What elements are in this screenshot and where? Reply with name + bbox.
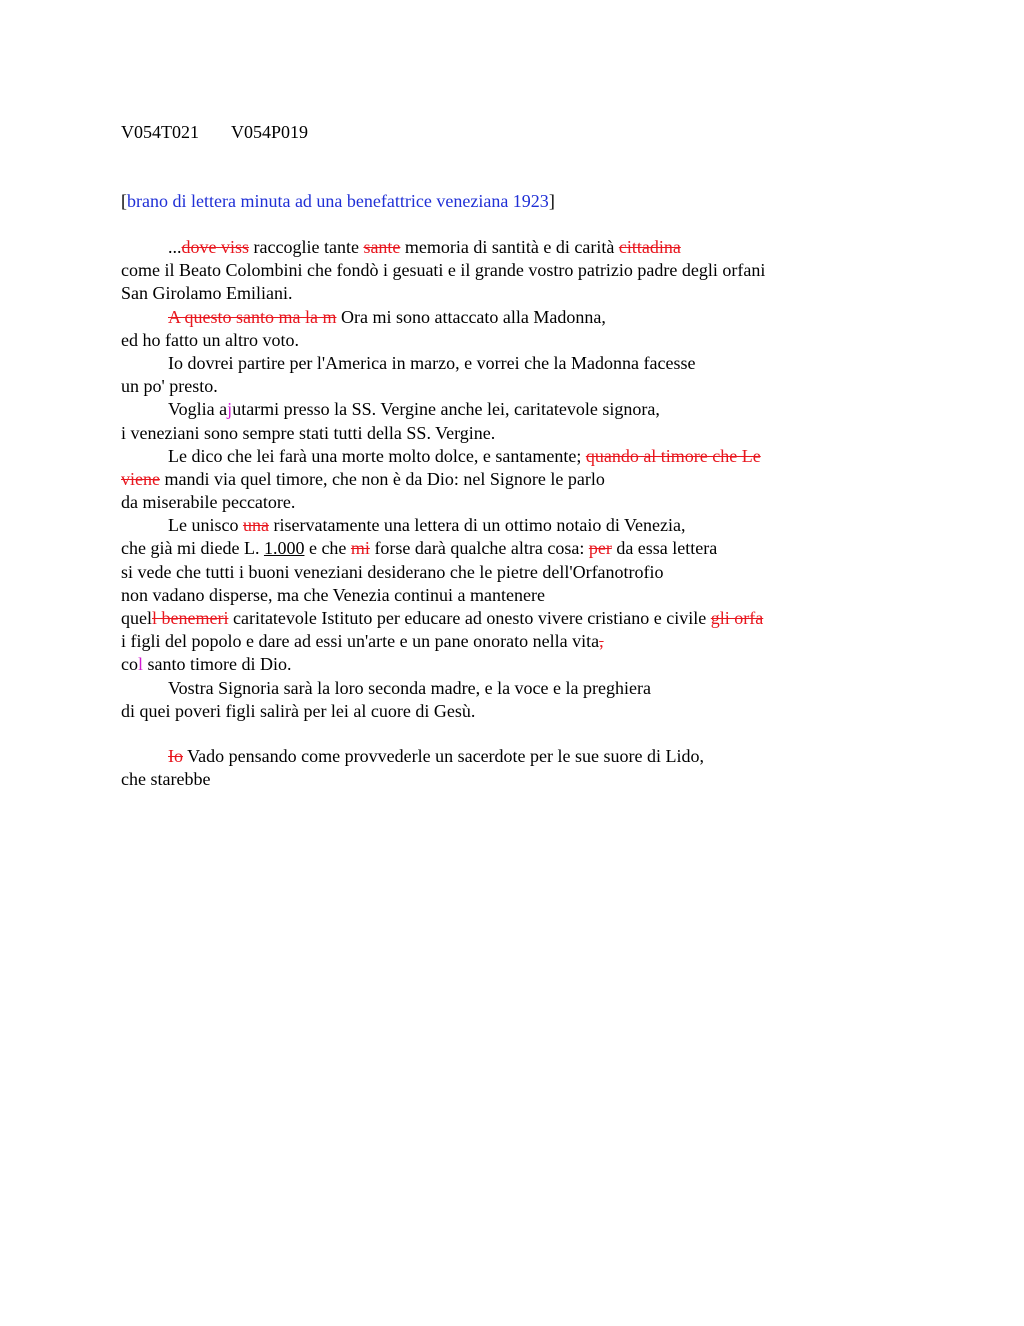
deleted-text: l benemeri xyxy=(152,608,229,628)
deleted-text: una xyxy=(242,515,269,536)
letter-body xyxy=(121,236,765,791)
text-line xyxy=(121,630,765,653)
text-line xyxy=(121,491,765,514)
text-segment: co xyxy=(121,654,138,675)
text-segment: da miserabile peccatore. xyxy=(121,492,296,513)
text-segment: Le dico che lei farà una morte molto dolce, e santamente; xyxy=(168,445,586,466)
text-line xyxy=(121,537,765,560)
text-segment: che già mi diede L. xyxy=(121,538,264,559)
text-line xyxy=(121,398,765,421)
text-line xyxy=(121,445,765,468)
text-segment: Vado pensando come provvederle un sacerdote per le sue suore di Lido, xyxy=(183,745,704,766)
text-segment: memoria di santità e di carità xyxy=(400,237,619,257)
inserted-text: j xyxy=(227,399,233,420)
text-segment: non vadano disperse, ma che Venezia continui a mantenere xyxy=(121,584,546,605)
text-segment: da essa lettera xyxy=(611,538,718,559)
deleted-text: viene xyxy=(121,468,160,489)
document-code-2: V054P019 xyxy=(231,122,309,142)
text-line xyxy=(121,375,765,398)
deleted-text: per xyxy=(588,538,612,559)
document-header xyxy=(121,121,308,144)
text-line xyxy=(121,584,765,607)
text-line xyxy=(121,329,765,352)
text-line xyxy=(121,768,765,791)
text-line xyxy=(121,653,765,676)
underlined-amount: 1.000 xyxy=(263,538,305,559)
text-line xyxy=(121,352,765,375)
text-segment: un po' presto. xyxy=(121,376,218,397)
text-line xyxy=(121,468,765,491)
deleted-text: Io xyxy=(168,745,183,766)
text-line xyxy=(121,282,765,305)
deleted-text: sante xyxy=(363,237,401,257)
title-text: brano di lettera minuta ad una benefattrice veneziana 1923 xyxy=(127,191,549,211)
paragraph-gap xyxy=(121,723,765,745)
deleted-text: A questo santo ma la m xyxy=(168,306,337,327)
text-segment: riservatamente una lettera di un ottimo notaio di Venezia, xyxy=(268,515,686,536)
deleted-text: mi xyxy=(350,538,370,559)
text-line xyxy=(121,607,765,630)
text-segment: quel xyxy=(121,608,152,628)
title-bracket-open: [ xyxy=(121,191,127,211)
document-code-1: V054T021 xyxy=(121,122,199,142)
text-line xyxy=(121,700,765,723)
text-segment: Voglia a xyxy=(168,399,228,420)
text-line xyxy=(121,677,765,700)
text-segment: che starebbe xyxy=(121,769,211,790)
text-segment: Vostra Signoria sarà la loro seconda madre, e la voce e la preghiera xyxy=(168,677,651,698)
text-segment: santo timore di Dio. xyxy=(143,654,292,675)
text-segment: Io dovrei partire per l'America in marzo, e vorrei che la Madonna facesse xyxy=(168,352,696,373)
text-segment: Le unisco xyxy=(168,515,243,536)
text-segment: raccoglie tante xyxy=(249,237,364,257)
deleted-text: gli orfa xyxy=(710,608,764,628)
text-segment: e che xyxy=(304,538,351,559)
text-line xyxy=(121,514,765,537)
text-line xyxy=(121,306,765,329)
text-segment: forse darà qualche altra cosa: xyxy=(369,538,589,559)
document-title xyxy=(121,190,555,213)
text-line xyxy=(121,422,765,445)
deleted-text: , xyxy=(599,631,604,652)
text-segment: si vede che tutti i buoni veneziani desiderano che le pietre dell'Orfanotrofio xyxy=(121,561,664,582)
text-segment: i veneziani sono sempre stati tutti della SS. Vergine. xyxy=(121,422,496,443)
text-segment: Ora mi sono attaccato alla Madonna, xyxy=(336,306,606,327)
inserted-text: l xyxy=(138,654,144,675)
text-segment: utarmi presso la SS. Vergine anche lei, caritatevole signora, xyxy=(232,399,660,420)
deleted-text: dove viss xyxy=(181,237,249,257)
text-line xyxy=(121,259,765,282)
title-bracket-close: ] xyxy=(548,191,555,211)
text-segment: ed ho fatto un altro voto. xyxy=(121,329,299,350)
deleted-text: cittadina xyxy=(618,237,681,257)
text-segment: di quei poveri figli salirà per lei al cuore di Gesù. xyxy=(121,700,476,721)
text-line xyxy=(121,561,765,584)
text-line xyxy=(121,236,765,259)
text-segment: caritatevole Istituto per educare ad onesto vivere cristiano e civile xyxy=(228,608,711,628)
text-segment: ... xyxy=(168,237,182,257)
text-segment: i figli del popolo e dare ad essi un'arte e un pane onorato nella vita xyxy=(121,631,600,652)
deleted-text: quando al timore che Le xyxy=(585,445,761,466)
text-line xyxy=(121,745,765,768)
text-segment: mandi via quel timore, che non è da Dio: nel Signore le parlo xyxy=(159,468,605,489)
text-segment: come il Beato Colombini che fondò i gesuati e il grande vostro patrizio padre degli orfani xyxy=(121,260,766,281)
text-segment: San Girolamo Emiliani. xyxy=(121,283,293,304)
